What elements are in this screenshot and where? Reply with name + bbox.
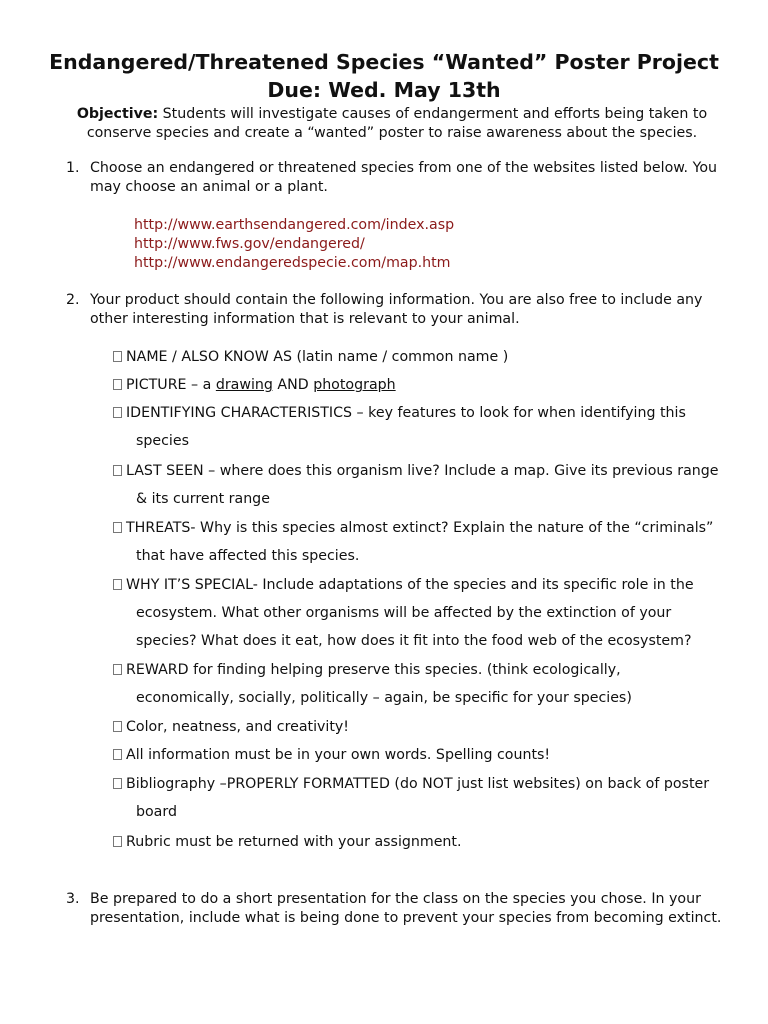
link-endangeredspecie[interactable]: http://www.endangeredspecie.com/map.htm bbox=[134, 255, 451, 271]
step-1-text: Choose an endangered or threatened species from one of the websites listed below. You may choose an animal or a plant. bbox=[90, 160, 718, 195]
checklist-item-label: PICTURE – a bbox=[126, 377, 216, 393]
checklist-item-name bbox=[113, 348, 733, 367]
checkbox-icon bbox=[113, 465, 122, 476]
checklist-item-label: LAST SEEN – where does this organism live? Include a map. Give its previous range bbox=[126, 463, 719, 479]
step-2-text: Your product should contain the following information. You are also free to include any other interesting information that is relevant to your animal. bbox=[90, 292, 703, 327]
checkbox-icon bbox=[113, 721, 122, 732]
checklist-item-rubric bbox=[113, 833, 733, 852]
checklist-item-special-cont-1: ecosystem. What other organisms will be affected by the extinction of your bbox=[136, 605, 672, 621]
due-date: Due: Wed. May 13th bbox=[267, 78, 501, 102]
checklist-item-threats-cont: that have affected this species. bbox=[136, 548, 360, 564]
checklist-item-picture bbox=[113, 376, 733, 395]
checklist-item-label: All information must be in your own words. Spelling counts! bbox=[126, 747, 551, 763]
checklist-item-label: IDENTIFYING CHARACTERISTICS – key features to look for when identifying this bbox=[126, 405, 686, 421]
checkbox-icon bbox=[113, 379, 122, 390]
step-3-number: 3. bbox=[66, 891, 80, 907]
checklist-item-own-words bbox=[113, 746, 733, 765]
checklist-item-label: Bibliography –PROPERLY FORMATTED (do NOT just list websites) on back of poster bbox=[126, 776, 710, 792]
step-3-text: Be prepared to do a short presentation for the class on the species you chose. In your presentation, include what is being done to prevent your species from becoming extinct. bbox=[90, 891, 722, 926]
checkbox-icon bbox=[113, 836, 122, 847]
checkbox-icon bbox=[113, 522, 122, 533]
link-earthsendangered[interactable]: http://www.earthsendangered.com/index.asp bbox=[134, 217, 455, 233]
checkbox-icon bbox=[113, 749, 122, 760]
link-fws[interactable]: http://www.fws.gov/endangered/ bbox=[134, 236, 365, 252]
checkbox-icon bbox=[113, 664, 122, 675]
objective-text: Students will investigate causes of endangerment and efforts being taken to conserve species and create a “wanted” poster to raise awareness about the species. bbox=[86, 106, 708, 141]
drawing-text: drawing bbox=[215, 377, 273, 393]
checklist-item-special-cont-2: species? What does it eat, how does it fit into the food web of the ecosystem? bbox=[136, 633, 692, 649]
checkbox-icon bbox=[113, 351, 122, 362]
checklist-item-label: REWARD for finding helping preserve this species. (think ecologically, bbox=[126, 662, 621, 678]
checklist-item-special bbox=[113, 576, 733, 595]
objective-colon: : bbox=[152, 106, 159, 122]
checklist-item-reward bbox=[113, 661, 733, 680]
checkbox-icon bbox=[113, 579, 122, 590]
checklist-item-reward-cont: economically, socially, politically – again, be specific for your species) bbox=[136, 690, 632, 706]
objective-paragraph bbox=[62, 105, 722, 143]
checklist-item-label: NAME / ALSO KNOW AS (latin name / common name ) bbox=[126, 349, 509, 365]
objective-label: Objective bbox=[76, 106, 153, 122]
checklist-item-last-seen bbox=[113, 462, 733, 481]
checklist-item-bibliography-cont: board bbox=[136, 804, 177, 820]
checkbox-icon bbox=[113, 778, 122, 789]
step-1-number: 1. bbox=[66, 160, 80, 176]
photograph-text: photograph bbox=[313, 377, 396, 393]
checklist-item-identifying-cont: species bbox=[136, 433, 189, 449]
step-2-number: 2. bbox=[66, 292, 80, 308]
and-text: AND bbox=[272, 377, 314, 393]
checklist-item-last-seen-cont: & its current range bbox=[136, 491, 270, 507]
checklist-item-identifying bbox=[113, 404, 733, 423]
checklist-item-label: WHY IT’S SPECIAL- Include adaptations of the species and its specific role in the bbox=[126, 577, 694, 593]
page-title: Endangered/Threatened Species “Wanted” Poster Project bbox=[49, 50, 719, 74]
checklist-item-bibliography bbox=[113, 775, 733, 794]
checklist-item-label: Color, neatness, and creativity! bbox=[126, 719, 349, 735]
checklist-item-label: THREATS- Why is this species almost extinct? Explain the nature of the “criminals” bbox=[126, 520, 714, 536]
checklist-item-label: Rubric must be returned with your assignment. bbox=[126, 834, 462, 850]
checkbox-icon bbox=[113, 407, 122, 418]
checklist-item-threats bbox=[113, 519, 733, 538]
checklist-item-color bbox=[113, 718, 733, 737]
